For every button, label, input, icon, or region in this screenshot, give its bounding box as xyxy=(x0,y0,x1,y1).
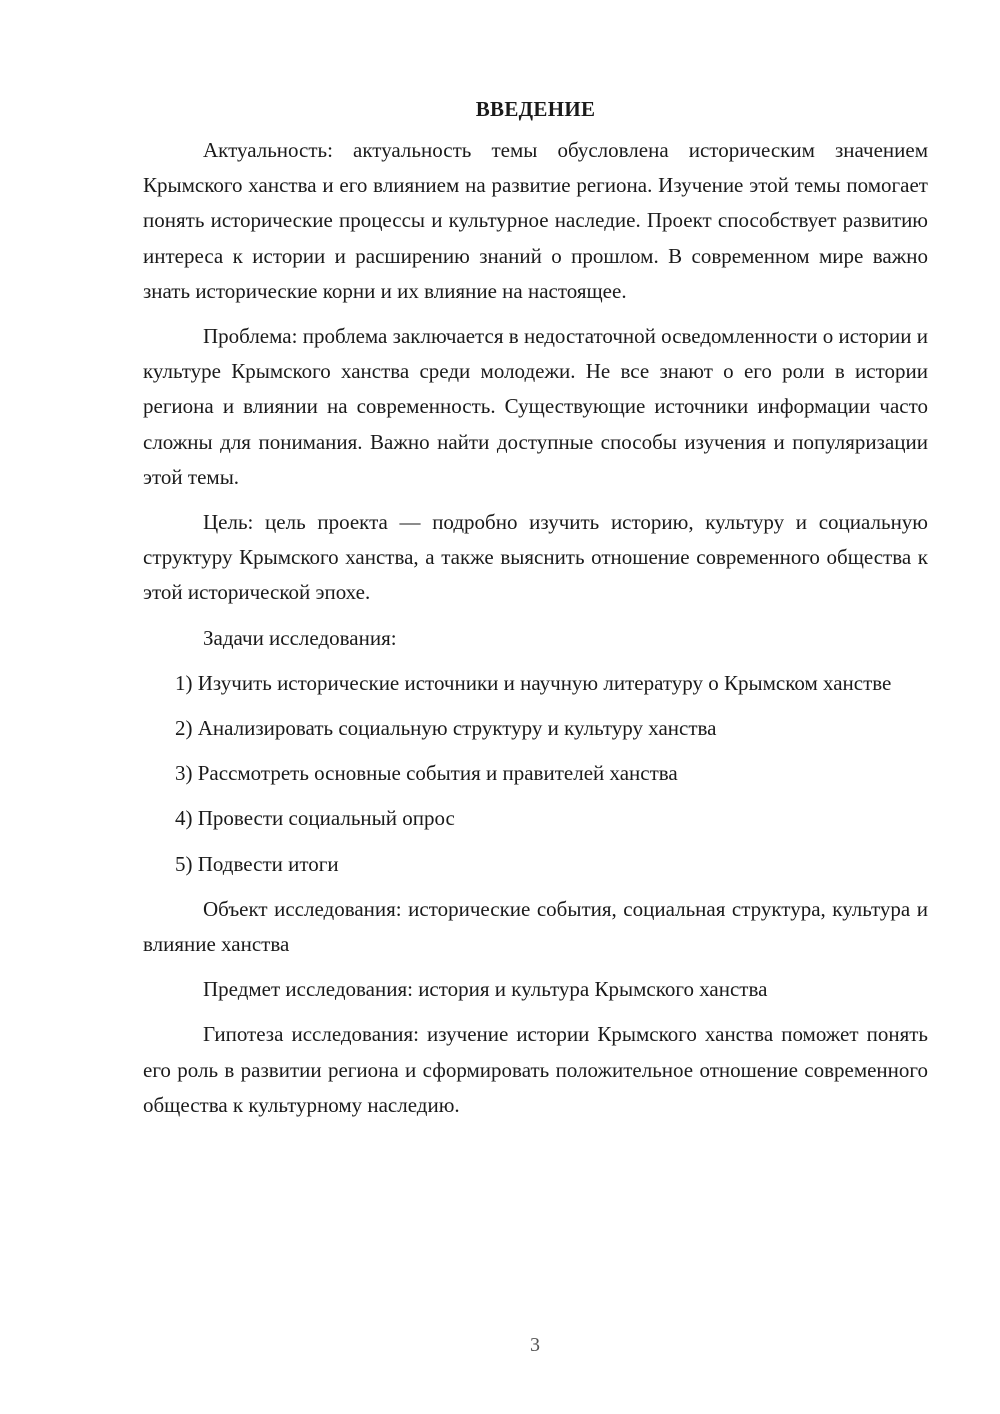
object-paragraph: Объект исследования: исторические события, социальная структура, культура и влияние ханства xyxy=(143,896,928,957)
goal-paragraph: Цель: цель проекта — подробно изучить историю, культуру и социальную структуру Крымского ханства, а также выяснить отношение современного общества к этой исторической эпохе. xyxy=(143,510,928,605)
page-number: 3 xyxy=(530,1334,540,1356)
relevance-paragraph: Актуальность: актуальность темы обусловлена историческим значением Крымского ханства и его влиянием на развитие региона. Изучение этой темы помогает понять исторические процессы и культурное наследие. Проект способствует развитию интереса к истории и расширению знаний о прошлом. В современном мире важно знать исторические корни и их влияние на настоящее. xyxy=(143,138,928,303)
task-item-2: 2) Анализировать социальную структуру и культуру ханства xyxy=(175,716,717,741)
tasks-title: Задачи исследования: xyxy=(203,625,397,650)
problem-paragraph: Проблема: проблема заключается в недостаточной осведомленности о истории и культуре Крымского ханства среди молодежи. Не все знают о его роли в истории региона и влиянии на современность. Существующие источники информации часто сложны для понимания. Важно найти доступные способы изучения и популяризации этой темы. xyxy=(143,324,928,489)
task-item-1: 1) Изучить исторические источники и научную литературу о Крымском ханстве xyxy=(175,670,892,695)
task-item-3: 3) Рассмотреть основные события и правителей ханства xyxy=(175,761,678,786)
task-item-4: 4) Провести социальный опрос xyxy=(175,806,455,831)
task-item-5: 5) Подвести итоги xyxy=(175,851,339,876)
document-page xyxy=(143,92,928,1133)
subject-paragraph: Предмет исследования: история и культура Крымского ханства xyxy=(203,977,768,1002)
hypothesis-paragraph: Гипотеза исследования: изучение истории Крымского ханства поможет понять его роль в развитии региона и сформировать положительное отношение современного общества к культурному наследию. xyxy=(143,1022,928,1117)
section-heading: ВВЕДЕНИЕ xyxy=(475,97,596,121)
